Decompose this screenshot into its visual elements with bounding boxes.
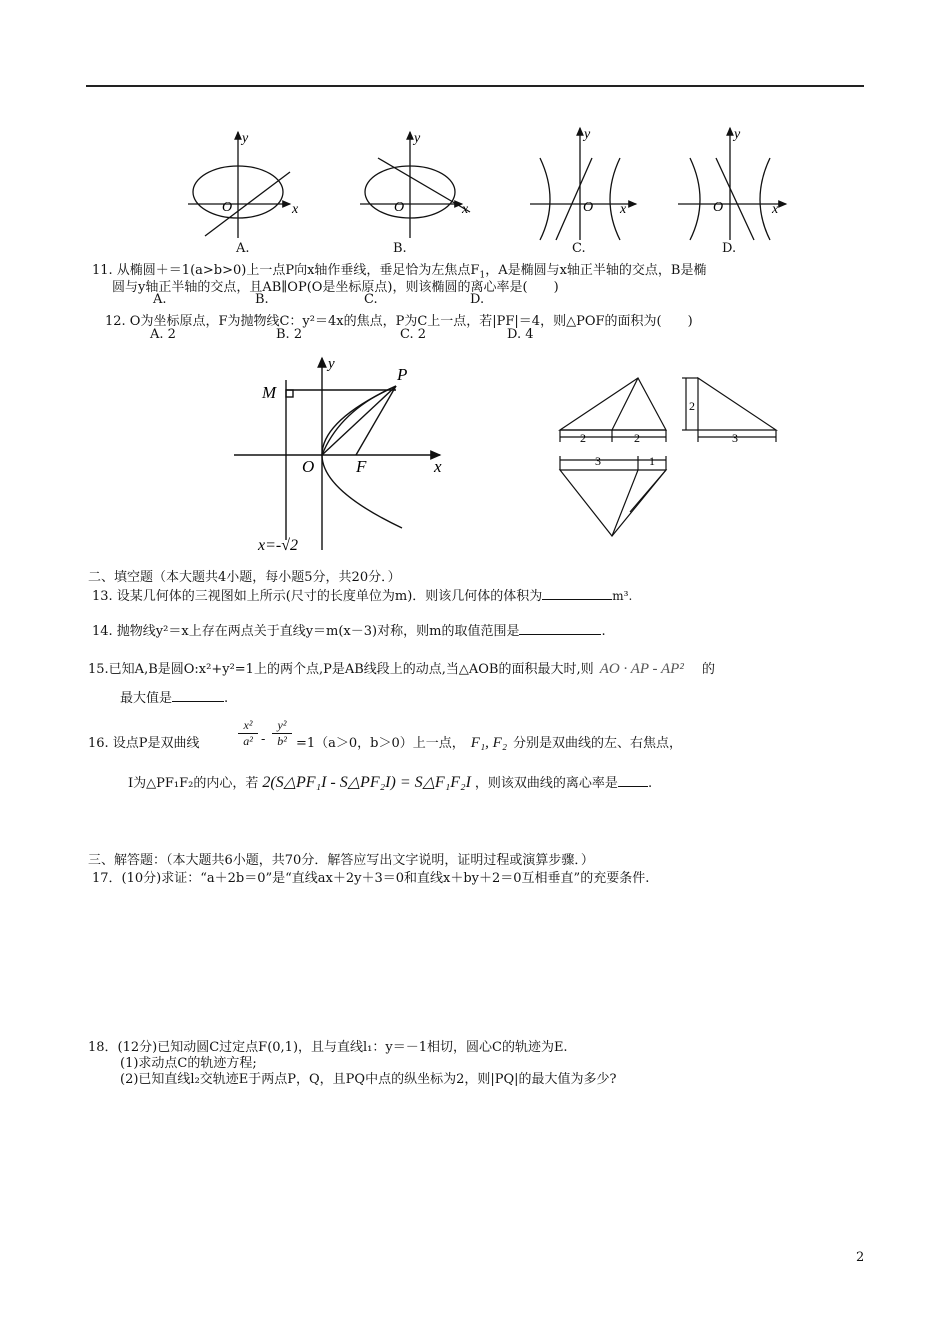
q11-line1: 11. 从椭圆＋＝1(a>b>0)上一点P向x轴作垂线，垂足恰为左焦点$F_1$，A是椭圆与x轴正半轴的交点，B是椭	[92, 263, 707, 281]
graph-a-origin: O	[222, 200, 233, 215]
parabola-figure	[230, 350, 460, 560]
q15-blank	[172, 689, 224, 702]
q14-blank	[519, 622, 601, 635]
q16-frac2: y² b²	[272, 718, 292, 749]
graph-d-x-label: x	[772, 202, 779, 217]
q18-line1: 18．(12分)已知动圆C过定点F(0,1)，且与直线l₁：y＝－1相切，圆心C的轨迹为E.	[88, 1040, 568, 1055]
graph-d-origin: O	[713, 200, 724, 215]
q12-choice-a: A. 2	[150, 327, 176, 342]
dim-top-right: 1	[649, 454, 655, 468]
label-p: P	[397, 365, 408, 384]
q10-choice-b: B.	[393, 241, 407, 256]
q16-blank	[618, 774, 648, 787]
graph-d	[678, 128, 786, 240]
dim-front-left: 2	[580, 431, 586, 445]
q13-blank	[542, 587, 612, 600]
q16-minus: -	[261, 732, 266, 747]
graph-b-x-label: x	[462, 202, 469, 217]
label-m: M	[262, 383, 277, 402]
q14: 14. 抛物线y²＝x上存在两点关于直线y＝m(x－3)对称，则m的取值范围是 .	[92, 624, 606, 639]
q11-choice-b: B.	[255, 292, 269, 307]
dim-side-width: 3	[732, 431, 738, 445]
label-o: O	[302, 457, 315, 476]
section2-heading: 二、填空题（本大题共4小题，每小题5分，共20分．）	[88, 570, 401, 585]
page-number: 2	[856, 1250, 865, 1265]
q16-line1-a: 16. 设点P是双曲线	[88, 736, 200, 751]
q12-choice-b: B. 2	[276, 327, 303, 342]
label-y: y	[328, 356, 335, 372]
three-view-figure	[550, 370, 790, 545]
graph-d-y-label: y	[734, 127, 741, 142]
graph-b-y-label: y	[414, 131, 421, 146]
label-x: x	[434, 457, 442, 476]
q10-choice-a: A.	[236, 241, 250, 256]
q10-choice-c: C.	[572, 241, 586, 256]
q17: 17．(10分)求证：“a＋2b＝0”是“直线ax＋2y＋3＝0和直线x＋by＋2＝0互相垂直”的充要条件.	[92, 871, 650, 886]
graph-c	[530, 128, 636, 240]
graph-a	[188, 132, 290, 238]
graph-b	[360, 132, 470, 238]
q12-stem: 12. O为坐标原点，F为抛物线C：y²＝4x的焦点，P为C上一点，若|PF|＝4，则△POF的面积为( )	[105, 314, 693, 329]
q18-line3: (2)已知直线l₂交轨迹E于两点P，Q，且PQ中点的纵坐标为2，则|PQ|的最大值为多少?	[120, 1072, 617, 1087]
q10-choice-d: D.	[722, 241, 737, 256]
q12-choice-c: C. 2	[400, 327, 427, 342]
graph-c-y-label: y	[584, 127, 591, 142]
q15-line2: 最大值是 .	[120, 691, 229, 706]
q16-formula: 2(S△PF₁I - S△PF₂I) = S△F₁F₂I	[262, 774, 471, 791]
q13: 13. 设某几何体的三视图如上所示(尺寸的长度单位为m)．则该几何体的体积为 m³.	[92, 589, 633, 604]
graph-b-origin: O	[394, 200, 405, 215]
directrix-label: x=-√2	[258, 537, 299, 554]
q11-choice-c: C.	[364, 292, 378, 307]
q11-choice-d: D.	[470, 292, 485, 307]
q11-choice-a: A.	[153, 292, 167, 307]
q16-frac1: x² a²	[238, 718, 258, 749]
q16-line2: I为△PF₁F₂的内心，若 2(S△PF₁I - S△PF₂I) = S△F₁F₂I ，则该双曲线的离心率是 .	[128, 774, 653, 791]
section3-heading: 三、解答题：（本大题共6小题，共70分．解答应写出文字说明，证明过程或演算步骤．）	[88, 853, 594, 868]
q11-line2: 圆与y轴正半轴的交点，且AB∥OP(O是坐标原点)，则该椭圆的离心率是( )	[112, 280, 559, 295]
q10-graphs	[0, 0, 950, 270]
dim-side-height: 2	[689, 399, 695, 413]
q15-expression: AO · AP - AP²	[599, 661, 684, 677]
q16-line1-b: =1（a＞0，b＞0）上一点， F₁, F₂ 分别是双曲线的左、右焦点，	[296, 735, 683, 751]
q12-choice-d: D. 4	[507, 327, 534, 342]
dim-front-right: 2	[634, 431, 640, 445]
graph-c-origin: O	[583, 200, 594, 215]
graph-c-x-label: x	[620, 202, 627, 217]
graph-a-x-label: x	[292, 202, 299, 217]
graph-a-y-label: y	[242, 131, 249, 146]
label-f: F	[356, 457, 367, 476]
dim-top-left: 3	[595, 454, 601, 468]
q18-line2: (1)求动点C的轨迹方程;	[120, 1056, 257, 1071]
q15-line1: 15.已知A,B是圆O:x²+y²=1上的两个点,P是AB线段上的动点,当△AOB的面积最大时,则 AO · AP - AP² 的	[88, 661, 715, 677]
